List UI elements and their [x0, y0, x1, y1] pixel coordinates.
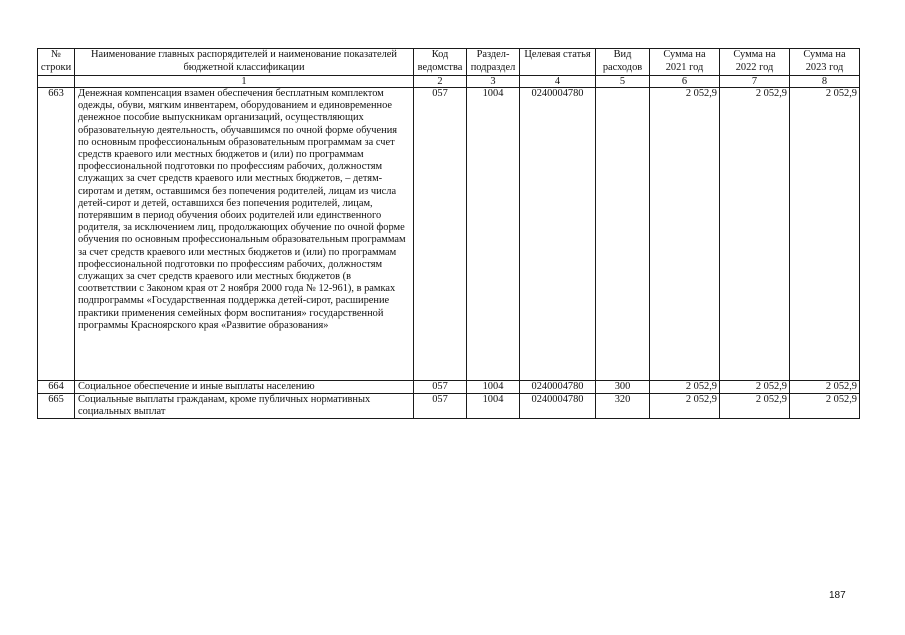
column-number: 5 — [596, 76, 650, 88]
row-target-article: 0240004780 — [520, 381, 596, 394]
row-name: Социальное обеспечение и иные выплаты населению — [75, 381, 414, 394]
row-expense-type: 320 — [596, 393, 650, 418]
row-department-code: 057 — [414, 393, 467, 418]
row-sum-2023: 2 052,9 — [790, 393, 860, 418]
row-sum-2023: 2 052,9 — [790, 381, 860, 394]
column-number — [38, 76, 75, 88]
row-target-article: 0240004780 — [520, 393, 596, 418]
budget-table — [37, 48, 860, 419]
header-target-article: Целевая статья — [520, 49, 596, 76]
row-sum-2021: 2 052,9 — [650, 393, 720, 418]
row-sum-2022: 2 052,9 — [720, 381, 790, 394]
column-number: 7 — [720, 76, 790, 88]
column-number: 4 — [520, 76, 596, 88]
column-number: 3 — [467, 76, 520, 88]
row-number: 663 — [38, 88, 75, 381]
header-row — [38, 49, 860, 76]
column-number: 8 — [790, 76, 860, 88]
column-number: 6 — [650, 76, 720, 88]
page-number: 187 — [829, 590, 846, 601]
header-sum-2023: Сумма на 2023 год — [790, 49, 860, 76]
row-target-article: 0240004780 — [520, 88, 596, 381]
header-row-number: № строки — [38, 49, 75, 76]
header-sum-2022: Сумма на 2022 год — [720, 49, 790, 76]
header-section: Раздел-подраздел — [467, 49, 520, 76]
header-sum-2021: Сумма на 2021 год — [650, 49, 720, 76]
row-section: 1004 — [467, 393, 520, 418]
row-section: 1004 — [467, 381, 520, 394]
header-department-code: Код ведомства — [414, 49, 467, 76]
row-sum-2021: 2 052,9 — [650, 381, 720, 394]
row-sum-2022: 2 052,9 — [720, 393, 790, 418]
row-department-code: 057 — [414, 88, 467, 381]
row-expense-type — [596, 88, 650, 381]
row-sum-2023: 2 052,9 — [790, 88, 860, 381]
row-sum-2022: 2 052,9 — [720, 88, 790, 381]
row-department-code: 057 — [414, 381, 467, 394]
row-expense-type: 300 — [596, 381, 650, 394]
row-name: Денежная компенсация взамен обеспечения бесплатным комплектом одежды, обуви, мягким инвентарем, оборудованием и единовременное денежное пособие выпускникам организаций, осуществляющих образовательную деятельность, обучавшимся по очной форме обучения по основным профессиональным образовательным программам за счет средств краевого или местных бюджетов и (или) по программам профессиональной подготовки по профессиям рабочих, должностям служащих за счет средств краевого или местных бюджетов, – детям-сиротам и детям, оставшимся без попечения родителей, лицам из числа детей-сирот и детей, оставшихся без попечения родителей, лицам, потерявшим в период обучения обоих родителей или единственного родителя, за исключением лиц, продолжающих обучение по очной форме обучения по основным профессиональным образовательным программам за счет средств краевого или местных бюджетов и (или) по программам профессиональной подготовки по профессиям рабочих, должностям служащих за счет средств краевого или местных бюджетов (в соответствии с Законом края от 2 ноября 2000 года № 12-961), в рамках подпрограммы «Государственная поддержка детей-сирот, расширение практики применения семейных форм воспитания» государственной программы Красноярского края «Развитие образования» — [75, 88, 414, 381]
row-number: 665 — [38, 393, 75, 418]
column-number-row — [38, 76, 860, 88]
row-sum-2021: 2 052,9 — [650, 88, 720, 381]
column-number: 1 — [75, 76, 414, 88]
table-row — [38, 393, 860, 418]
table-row — [38, 88, 860, 381]
row-number: 664 — [38, 381, 75, 394]
header-expense-type: Вид расходов — [596, 49, 650, 76]
row-section: 1004 — [467, 88, 520, 381]
header-name: Наименование главных распорядителей и наименование показателей бюджетной классификации — [75, 49, 414, 76]
table-row — [38, 381, 860, 394]
column-number: 2 — [414, 76, 467, 88]
row-name: Социальные выплаты гражданам, кроме публичных нормативных социальных выплат — [75, 393, 414, 418]
